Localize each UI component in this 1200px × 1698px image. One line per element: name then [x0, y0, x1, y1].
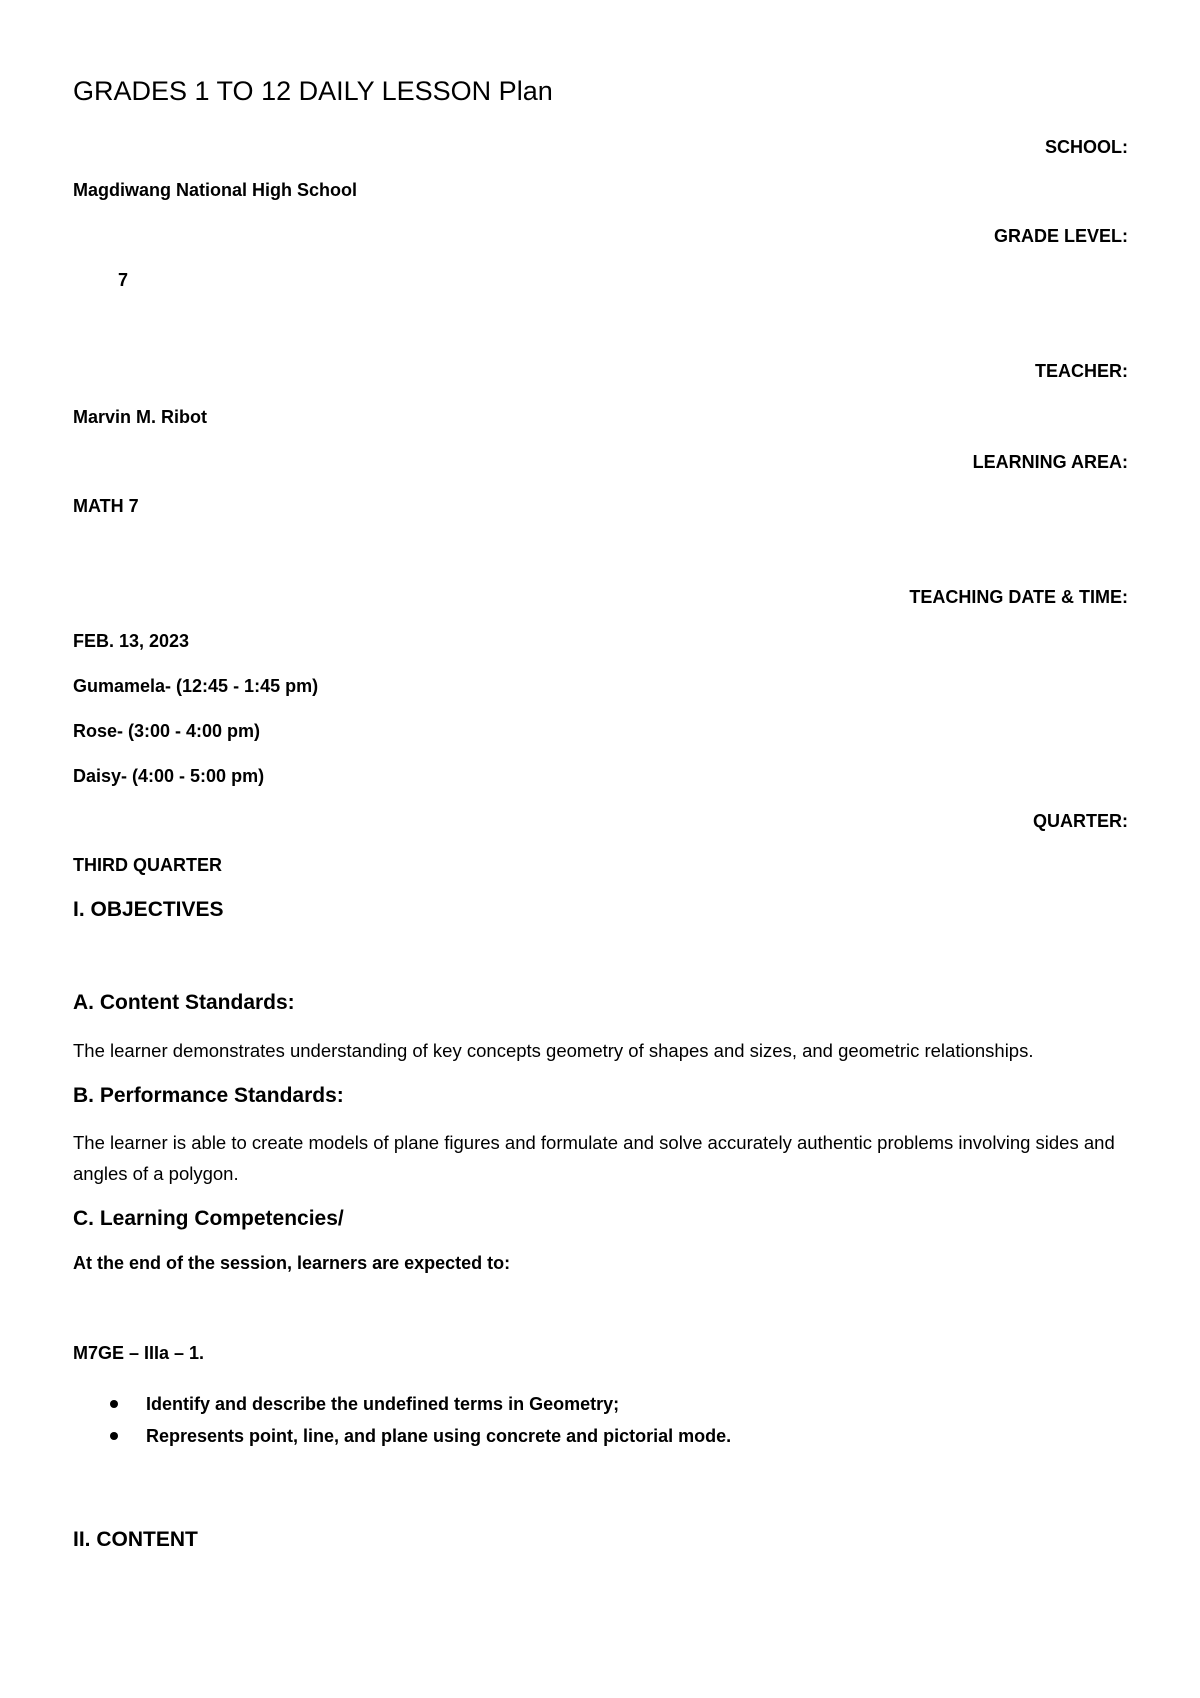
teacher-label: TEACHER:	[1035, 361, 1128, 381]
learning-competencies-intro: At the end of the session, learners are expected to:	[73, 1253, 511, 1273]
learning-competencies-heading: C. Learning Competencies/	[73, 1207, 344, 1230]
school-value: Magdiwang National High School	[73, 180, 358, 200]
performance-standards-text: The learner is able to create models of plane figures and formulate and solve accurately authentic problems involving sides and angles of a polygon.	[73, 1132, 1115, 1184]
schedule-rose: Rose- (3:00 - 4:00 pm)	[73, 721, 261, 741]
learning-area-value: MATH 7	[73, 496, 139, 516]
teaching-date-value: FEB. 13, 2023	[73, 631, 190, 651]
competency-item-text: Represents point, line, and plane using concrete and pictorial mode.	[146, 1426, 732, 1446]
teaching-date-label: TEACHING DATE & TIME:	[909, 587, 1128, 607]
learning-area-label: LEARNING AREA:	[972, 452, 1128, 472]
quarter-value: THIRD QUARTER	[73, 855, 222, 875]
grade-level-value: 7	[118, 270, 129, 290]
schedule-daisy: Daisy- (4:00 - 5:00 pm)	[73, 766, 265, 786]
teacher-value: Marvin M. Ribot	[73, 407, 207, 427]
quarter-label: QUARTER:	[1033, 811, 1128, 831]
list-item	[73, 1388, 731, 1420]
objectives-heading: I. OBJECTIVES	[73, 898, 224, 921]
content-heading: II. CONTENT	[73, 1528, 198, 1551]
schedule-gumamela: Gumamela- (12:45 - 1:45 pm)	[73, 676, 319, 696]
list-item	[73, 1420, 731, 1452]
competency-code: M7GE – IIIa – 1.	[73, 1343, 205, 1363]
competency-item-text: Identify and describe the undefined terms in Geometry;	[146, 1394, 620, 1414]
bullet-icon	[110, 1432, 118, 1440]
school-label: SCHOOL:	[1045, 137, 1128, 157]
bullet-icon	[110, 1400, 118, 1408]
competency-list	[73, 1388, 731, 1452]
grade-level-label: GRADE LEVEL:	[993, 226, 1128, 246]
content-standards-heading: A. Content Standards:	[73, 991, 295, 1014]
performance-standards-heading: B. Performance Standards:	[73, 1084, 344, 1107]
document-title: GRADES 1 TO 12 DAILY LESSON Plan	[73, 76, 553, 106]
content-standards-text: The learner demonstrates understanding of key concepts geometry of shapes and sizes, and geometric relationships.	[73, 1040, 1034, 1061]
